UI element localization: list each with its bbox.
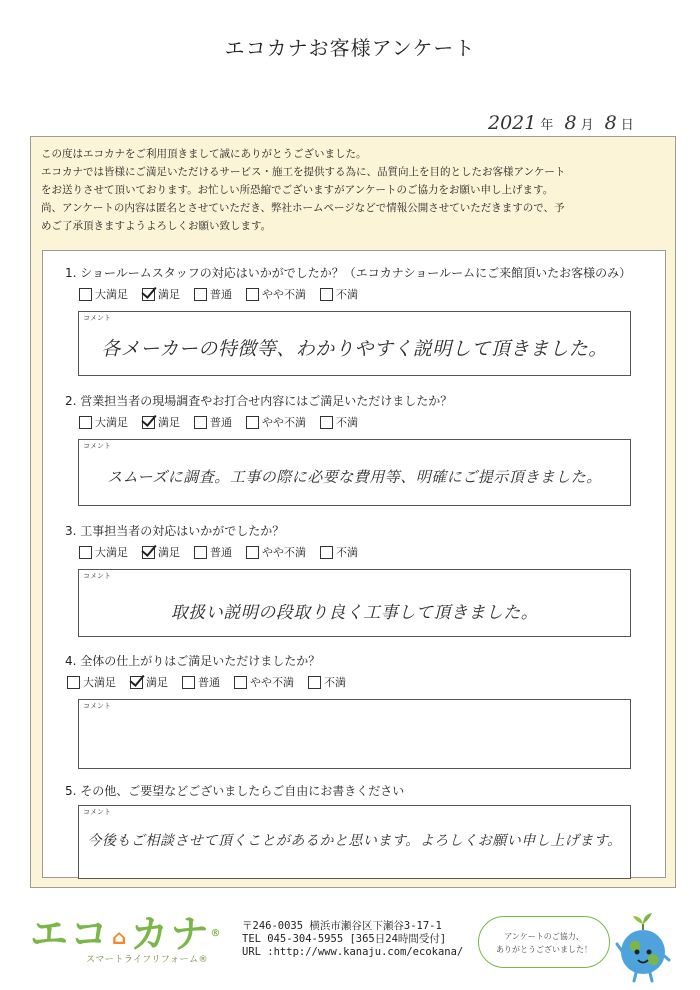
logo-tagline: スマートライフリフォーム® xyxy=(86,955,208,965)
comment-text-2: スムーズに調査。工事の際に必要な費用等、明確にご提示頂きました。 xyxy=(107,468,602,486)
checkbox[interactable] xyxy=(194,288,207,301)
comment-text-5: 今後もご相談させて頂くことがあるかと思います。よろしくお願い申し上げます。 xyxy=(87,833,622,849)
comment-box-2[interactable] xyxy=(78,439,631,506)
comment-box-5[interactable] xyxy=(78,805,631,879)
comment-label: コメント xyxy=(83,808,111,816)
option-very-satisfied[interactable]: 大満足 xyxy=(79,414,128,430)
checkbox[interactable] xyxy=(79,288,92,301)
intro-line: エコカナでは皆様にご満足いただけるサービス・施工を提供する為に、品質向上を目的としたお客様アンケート xyxy=(41,166,566,178)
question-3-options xyxy=(79,544,372,560)
option-somewhat-dissatisfied[interactable]: やや不満 xyxy=(234,674,294,690)
question-2-options xyxy=(79,414,372,430)
comment-box-1[interactable] xyxy=(78,311,631,376)
date-year: 2021 xyxy=(488,112,537,134)
option-somewhat-dissatisfied[interactable]: やや不満 xyxy=(246,544,306,560)
checkbox-checked[interactable] xyxy=(130,676,143,689)
date-month: 8 xyxy=(564,112,577,134)
option-neutral[interactable]: 普通 xyxy=(182,674,220,690)
option-dissatisfied[interactable]: 不満 xyxy=(308,674,346,690)
question-5-text: 5. その他、ご要望などございましたらご自由にお書きください xyxy=(65,784,405,798)
comment-label: コメント xyxy=(83,702,111,710)
thanks-bubble xyxy=(478,916,610,968)
intro-line: 尚、アンケートの内容は匿名とさせていただき、弊社ホームページなどで情報公開させていただきますので、予 xyxy=(41,202,565,214)
website-url[interactable]: URL :http://www.kanaju.com/ecokana/ xyxy=(242,946,464,958)
option-dissatisfied[interactable]: 不満 xyxy=(320,414,358,430)
option-very-satisfied[interactable]: 大満足 xyxy=(67,674,116,690)
intro-line: めご了承頂きますようよろしくお願い致します。 xyxy=(41,220,272,232)
questions-area xyxy=(42,250,666,878)
bubble-line-2: ありがとうございました！ xyxy=(496,945,592,954)
option-satisfied[interactable]: 満足 xyxy=(142,414,180,430)
checkbox[interactable] xyxy=(79,416,92,429)
question-3-text: 3. 工事担当者の対応はいかがでしたか？ xyxy=(65,524,285,538)
checkbox[interactable] xyxy=(320,416,333,429)
checkbox[interactable] xyxy=(194,416,207,429)
option-neutral[interactable]: 普通 xyxy=(194,286,232,302)
intro-line: この度はエコカナをご利用頂きまして誠にありがとうございました。 xyxy=(41,148,367,160)
checkbox[interactable] xyxy=(320,288,333,301)
checkbox-checked[interactable] xyxy=(142,546,155,559)
checkbox-checked[interactable] xyxy=(142,288,155,301)
option-dissatisfied[interactable]: 不満 xyxy=(320,286,358,302)
date-day-unit: 日 xyxy=(620,118,634,133)
option-neutral[interactable]: 普通 xyxy=(194,544,232,560)
checkbox[interactable] xyxy=(234,676,247,689)
option-satisfied[interactable]: 満足 xyxy=(130,674,168,690)
question-1-text: 1. ショールームスタッフの対応はいかがでしたか？（エコカナショールームにご来館頂いたお客様のみ） xyxy=(65,266,632,280)
option-dissatisfied[interactable]: 不満 xyxy=(320,544,358,560)
house-icon: ⌂ xyxy=(112,924,129,949)
option-neutral[interactable]: 普通 xyxy=(194,414,232,430)
survey-date xyxy=(488,112,640,134)
survey-panel xyxy=(30,136,676,888)
comment-text-3: 取扱い説明の段取り良く工事して頂きました。 xyxy=(170,603,539,623)
date-year-unit: 年 xyxy=(540,118,554,133)
question-4-options xyxy=(67,674,360,690)
option-very-satisfied[interactable]: 大満足 xyxy=(79,544,128,560)
checkbox[interactable] xyxy=(246,546,259,559)
registered-mark: ® xyxy=(210,928,223,939)
checkbox[interactable] xyxy=(246,416,259,429)
checkbox[interactable] xyxy=(67,676,80,689)
logo-text-2: カナ xyxy=(130,912,211,956)
checkbox[interactable] xyxy=(246,288,259,301)
option-satisfied[interactable]: 満足 xyxy=(142,286,180,302)
ecokana-logo xyxy=(30,912,223,965)
intro-line: をお送りさせて頂いております。お忙しい所恐縮でございますがアンケートのご協力をお願い申し上げます。 xyxy=(41,184,554,196)
comment-box-3[interactable] xyxy=(78,569,631,637)
option-somewhat-dissatisfied[interactable]: やや不満 xyxy=(246,414,306,430)
question-4-text: 4. 全体の仕上がりはご満足いただけましたか？ xyxy=(65,654,321,668)
date-day: 8 xyxy=(604,112,617,134)
checkbox[interactable] xyxy=(194,546,207,559)
comment-label: コメント xyxy=(83,314,111,322)
checkbox[interactable] xyxy=(308,676,321,689)
comment-label: コメント xyxy=(83,442,111,450)
earth-mascot-icon xyxy=(612,910,674,984)
contact-info xyxy=(242,920,463,959)
checkbox[interactable] xyxy=(79,546,92,559)
logo-text: エコ xyxy=(30,912,111,956)
checkbox[interactable] xyxy=(182,676,195,689)
option-satisfied[interactable]: 満足 xyxy=(142,544,180,560)
footer xyxy=(0,904,700,990)
bubble-line-1: アンケートのご協力、 xyxy=(504,932,584,941)
option-somewhat-dissatisfied[interactable]: やや不満 xyxy=(246,286,306,302)
question-1-options xyxy=(79,286,372,302)
date-month-unit: 月 xyxy=(580,118,594,133)
comment-text-1: 各メーカーの特徴等、わかりやすく説明して頂きました。 xyxy=(101,338,608,360)
comment-box-4[interactable] xyxy=(78,699,631,769)
question-2-text: 2. 営業担当者の現場調査やお打合せ内容にはご満足いただけましたか？ xyxy=(65,394,453,408)
checkbox[interactable] xyxy=(320,546,333,559)
address: 〒246-0035 横浜市瀬谷区下瀬谷3-17-1 xyxy=(242,920,442,932)
telephone: TEL 045-304-5955 [365日24時間受付] xyxy=(242,933,447,945)
page-title: エコカナお客様アンケート xyxy=(224,36,476,60)
intro-text xyxy=(41,145,671,235)
comment-label: コメント xyxy=(83,572,111,580)
checkbox-checked[interactable] xyxy=(142,416,155,429)
option-very-satisfied[interactable]: 大満足 xyxy=(79,286,128,302)
